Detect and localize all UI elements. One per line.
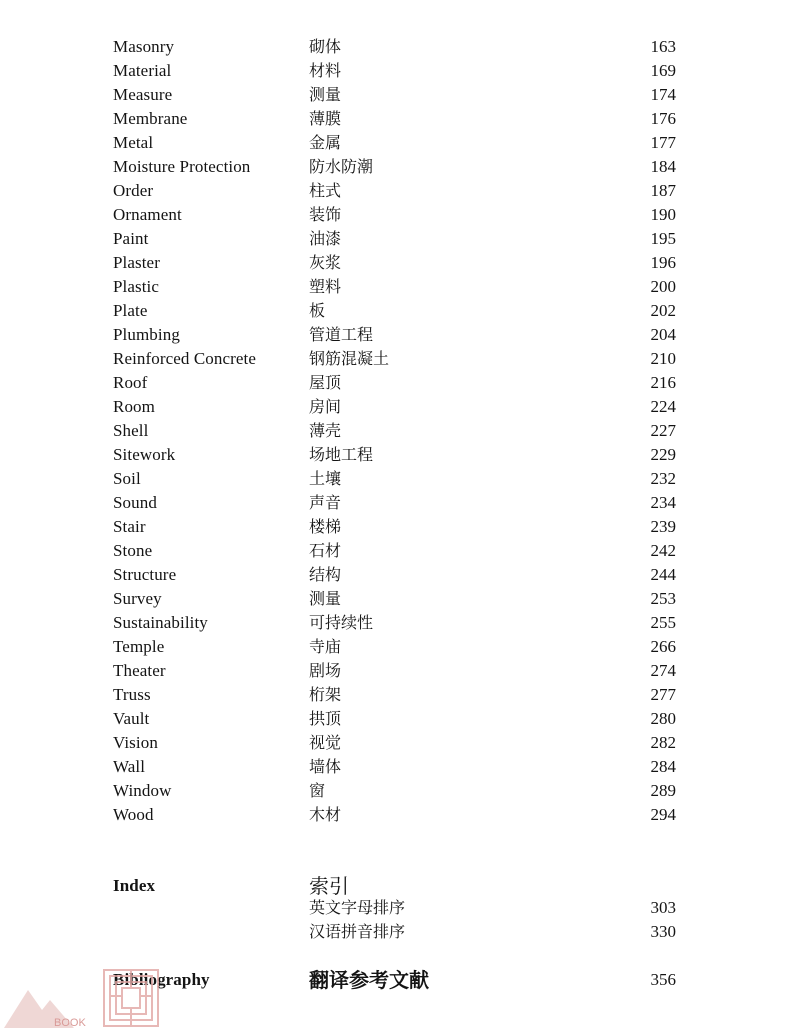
entry-english: Survey [113,589,162,608]
entry-page-number: 177 [650,133,676,152]
toc-entry [0,323,790,347]
toc-entry [0,707,790,731]
entry-chinese: 石材 [309,541,342,560]
entry-page-number: 282 [650,733,676,752]
entry-page-number: 244 [650,565,676,584]
entry-page-number: 200 [650,277,676,296]
entry-chinese: 灰浆 [309,253,342,272]
entry-english: Shell [113,421,149,440]
entry-chinese: 视觉 [309,733,342,752]
index-sub-page-number: 330 [650,922,676,941]
entry-english: Theater [113,661,166,680]
entry-page-number: 210 [650,349,676,368]
toc-entry [0,179,790,203]
entry-page-number: 280 [650,709,676,728]
entry-page-number: 229 [650,445,676,464]
entry-page-number: 224 [650,397,676,416]
entry-english: Wood [113,805,154,824]
entry-page-number: 266 [650,637,676,656]
entry-english: Ornament [113,205,182,224]
entry-chinese: 装饰 [309,205,342,224]
entry-page-number: 239 [650,517,676,536]
toc-entry [0,347,790,371]
toc-entry [0,683,790,707]
entry-page-number: 202 [650,301,676,320]
entry-chinese: 土壤 [309,469,342,488]
entry-english: Vision [113,733,158,752]
toc-entry [0,419,790,443]
bibliography-english: Bibliography [113,970,210,989]
entry-chinese: 板 [309,301,326,320]
toc-entry [0,275,790,299]
toc-entry [0,731,790,755]
toc-entry [0,371,790,395]
seal-icon [104,970,158,1026]
index-sub-entry [0,896,790,920]
entry-english: Stone [113,541,153,560]
entry-page-number: 169 [650,61,676,80]
entry-chinese: 管道工程 [309,325,374,344]
toc-entry [0,83,790,107]
entry-page-number: 242 [650,541,676,560]
entry-english: Sound [113,493,157,512]
toc-entry [0,563,790,587]
index-heading-chinese: 索引 [309,874,349,898]
entry-page-number: 234 [650,493,676,512]
entry-page-number: 184 [650,157,676,176]
entry-english: Plaster [113,253,160,272]
entry-page-number: 255 [650,613,676,632]
entry-chinese: 金属 [309,133,342,152]
entry-english: Stair [113,517,146,536]
entry-page-number: 195 [650,229,676,248]
entry-page-number: 190 [650,205,676,224]
entry-chinese: 钢筋混凝土 [309,349,390,368]
entry-chinese: 桁架 [309,685,342,704]
entry-english: Moisture Protection [113,157,251,176]
entry-chinese: 楼梯 [309,517,342,536]
index-heading-english: Index [113,876,156,895]
watermark-logo [2,966,162,1030]
entry-page-number: 187 [650,181,676,200]
entry-english: Plastic [113,277,160,296]
entry-english: Roof [113,373,148,392]
toc-entry [0,515,790,539]
toc-entry [0,35,790,59]
bibliography-chinese: 翻译参考文献 [309,968,429,992]
entry-english: Paint [113,229,149,248]
entry-english: Masonry [113,37,175,56]
entry-chinese: 防水防潮 [309,157,374,176]
toc-entry [0,611,790,635]
entry-english: Room [113,397,155,416]
toc-entry [0,395,790,419]
entry-page-number: 277 [650,685,676,704]
entry-chinese: 可持续性 [309,613,374,632]
toc-entry [0,59,790,83]
entry-chinese: 房间 [309,397,342,416]
entry-chinese: 屋顶 [309,373,342,392]
toc-entry [0,539,790,563]
watermark-text: BOOK [54,1017,86,1029]
index-sub-page-number: 303 [650,898,676,917]
index-sub-label: 汉语拼音排序 [309,922,406,941]
toc-entry [0,155,790,179]
entry-page-number: 232 [650,469,676,488]
entry-english: Wall [113,757,146,776]
entry-english: Structure [113,565,177,584]
entry-english: Temple [113,637,165,656]
entry-page-number: 204 [650,325,676,344]
entry-english: Window [113,781,172,800]
toc-entry [0,779,790,803]
entry-page-number: 216 [650,373,676,392]
entry-chinese: 场地工程 [309,445,374,464]
entry-english: Membrane [113,109,188,128]
entry-english: Metal [113,133,154,152]
entry-english: Order [113,181,154,200]
toc-entry [0,251,790,275]
entry-chinese: 声音 [309,493,342,512]
entry-chinese: 测量 [309,589,342,608]
entry-page-number: 174 [650,85,676,104]
entry-chinese: 砌体 [309,37,342,56]
toc-entry [0,587,790,611]
bibliography-page-number: 356 [650,970,676,989]
toc-entry [0,635,790,659]
entry-english: Sustainability [113,613,208,632]
entry-page-number: 176 [650,109,676,128]
toc-entry [0,659,790,683]
toc-entry [0,203,790,227]
entry-english: Sitework [113,445,176,464]
entry-page-number: 196 [650,253,676,272]
toc-entry [0,803,790,827]
entry-chinese: 材料 [309,61,342,80]
entry-chinese: 薄膜 [309,109,342,128]
entry-page-number: 163 [650,37,676,56]
entry-page-number: 289 [650,781,676,800]
entry-english: Measure [113,85,173,104]
entry-chinese: 柱式 [309,181,342,200]
entry-chinese: 油漆 [309,229,342,248]
entry-chinese: 塑料 [309,277,342,296]
entry-english: Material [113,61,172,80]
toc-entry [0,299,790,323]
toc-entry [0,131,790,155]
entry-english: Plumbing [113,325,180,344]
index-sub-entry [0,920,790,944]
toc-entry [0,107,790,131]
entry-chinese: 窗 [309,781,326,800]
entry-page-number: 227 [650,421,676,440]
entry-chinese: 结构 [309,565,342,584]
toc-entry [0,227,790,251]
entry-english: Soil [113,469,141,488]
entry-english: Truss [113,685,151,704]
entry-english: Vault [113,709,150,728]
entry-page-number: 274 [650,661,676,680]
toc-entry [0,491,790,515]
entry-chinese: 墙体 [309,757,342,776]
entry-english: Plate [113,301,148,320]
entry-page-number: 284 [650,757,676,776]
toc-entry [0,755,790,779]
entry-chinese: 薄壳 [309,421,342,440]
entry-english: Reinforced Concrete [113,349,257,368]
entry-page-number: 253 [650,589,676,608]
entry-chinese: 拱顶 [309,709,342,728]
toc-entry [0,467,790,491]
entry-chinese: 木材 [309,805,342,824]
entry-page-number: 294 [650,805,676,824]
index-sub-label: 英文字母排序 [309,898,406,917]
entry-chinese: 寺庙 [309,637,342,656]
toc-entry [0,443,790,467]
entry-chinese: 测量 [309,85,342,104]
entry-chinese: 剧场 [309,661,342,680]
